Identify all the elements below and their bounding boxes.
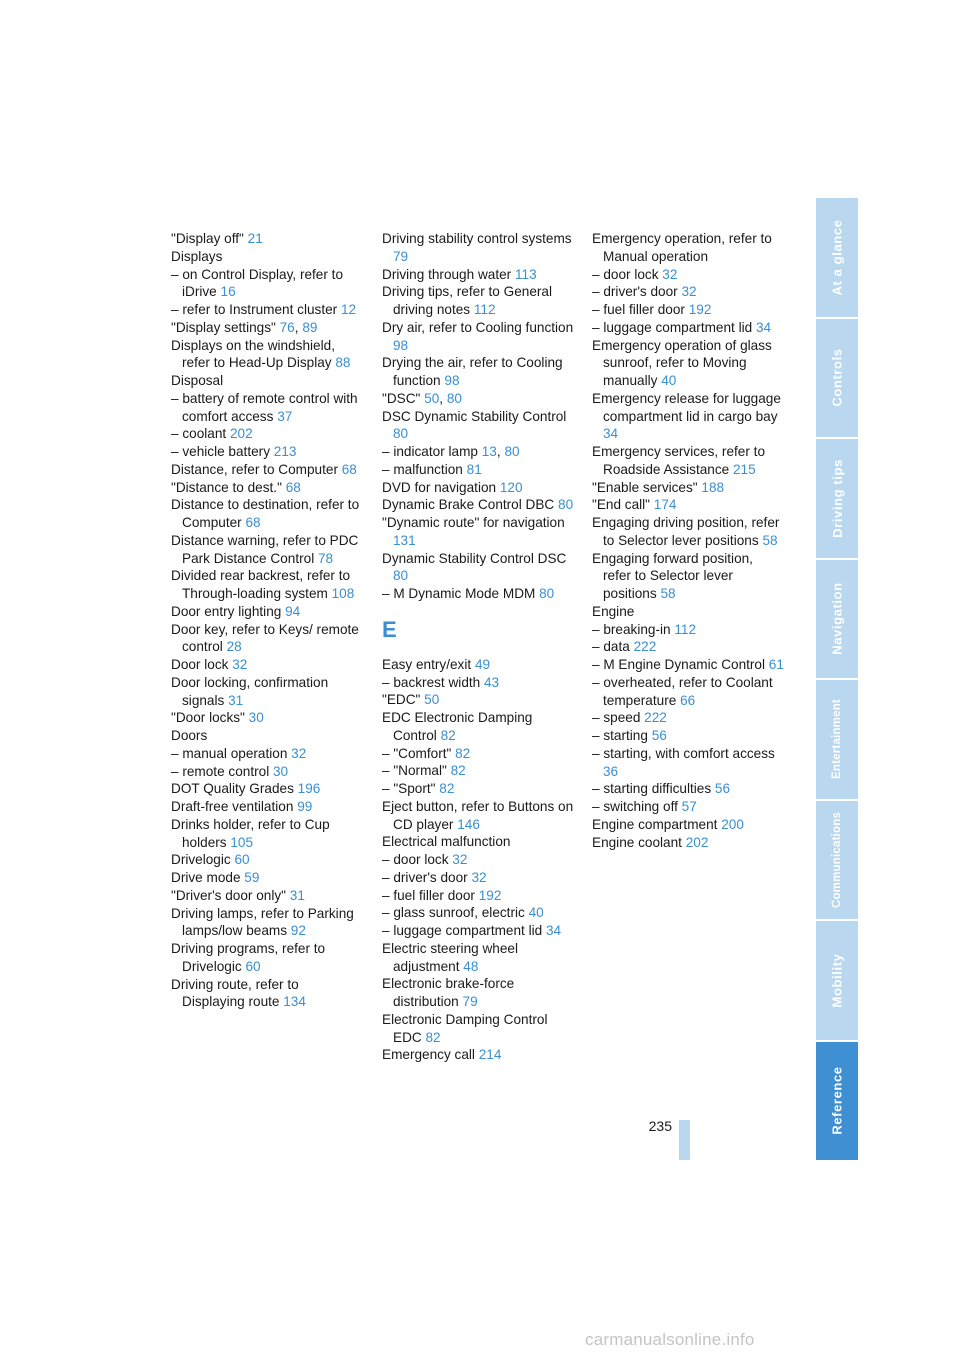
index-entry [171, 976, 363, 1012]
index-entry [382, 869, 574, 887]
index-entry [382, 904, 574, 922]
index-entry-term: – manual operation [171, 745, 292, 761]
page-reference-link[interactable]: 30 [248, 710, 264, 726]
page-reference-link[interactable]: 21 [247, 231, 263, 246]
index-entry [382, 1046, 574, 1064]
page-reference-link[interactable]: 78 [318, 550, 334, 566]
index-entry [592, 390, 784, 443]
page-reference-link[interactable]: 50 [424, 692, 440, 708]
index-entry-term: Draft-free ventilation [171, 799, 298, 814]
index-entry [382, 833, 574, 851]
page-reference-link[interactable]: 188 [701, 479, 725, 495]
page-reference-link[interactable]: 113 [514, 266, 537, 282]
index-entry-term: Door entry lighting [171, 603, 286, 619]
index-entry [171, 745, 363, 763]
index-entry [171, 461, 363, 479]
page-reference-link[interactable]: 32 [452, 852, 468, 867]
page-reference-link[interactable]: 82 [439, 781, 455, 796]
index-letter-heading: E [382, 616, 397, 642]
page-reference-link[interactable]: 80 [504, 444, 520, 459]
index-entry-term: Electrical malfunction [382, 834, 511, 850]
index-entry [382, 691, 574, 709]
index-entry-term: Engaging driving position, refer to Selector lever positions [592, 515, 780, 548]
page-reference-link[interactable]: 202 [685, 834, 709, 850]
section-tab-label: Controls [829, 348, 845, 407]
index-entry-term: – door lock [382, 852, 453, 867]
page-reference-link[interactable]: 146 [457, 816, 480, 832]
page-reference-link[interactable]: 61 [768, 657, 784, 672]
page-reference-link[interactable]: 32 [471, 869, 487, 885]
page-reference-link[interactable]: 82 [450, 763, 466, 779]
index-entry [382, 656, 574, 674]
index-entry [382, 851, 574, 869]
section-tab-navigation[interactable] [816, 560, 858, 681]
page-reference-link[interactable]: 60 [234, 852, 250, 868]
index-entry [592, 301, 784, 319]
index-entry-term: EDC Electronic Damping Control [382, 710, 533, 743]
index-entry [382, 745, 574, 763]
page-reference-link[interactable]: 31 [228, 692, 244, 708]
index-entry [171, 656, 363, 674]
index-entry [382, 319, 574, 355]
index-entry-term: Driving through water [382, 266, 515, 282]
index-entry [592, 283, 784, 301]
index-entry-term: Emergency operation, refer to Manual operation [592, 231, 772, 264]
index-entry [382, 514, 574, 550]
page-reference-link[interactable]: 34 [755, 319, 772, 335]
page-reference-link[interactable]: 40 [528, 905, 544, 921]
page-reference-link[interactable]: 37 [277, 408, 293, 424]
index-entry-term: Distance warning, refer to PDC Park Distance Control [171, 532, 359, 566]
index-entry [382, 975, 574, 1011]
section-tab-reference[interactable] [816, 1042, 858, 1161]
index-entry [592, 337, 784, 390]
page-reference-link[interactable]: 98 [444, 373, 460, 388]
page-reference-link[interactable]: 174 [653, 497, 677, 513]
page-reference-link[interactable]: 222 [633, 639, 657, 655]
page-reference-link[interactable]: 82 [440, 727, 456, 743]
index-entry-term: "DSC" [382, 390, 425, 406]
page-reference-link[interactable]: 120 [499, 479, 523, 495]
page-ref-separator: , [294, 319, 303, 335]
index-entry [171, 425, 363, 443]
index-entry-term: Door lock [171, 657, 233, 672]
index-entry [382, 1011, 574, 1047]
index-entry-term: "Distance to dest." [171, 479, 286, 495]
section-tab-driving-tips[interactable] [816, 439, 858, 560]
index-entry-term: Emergency services, refer to Roadside Assistance [592, 444, 766, 477]
page-reference-link[interactable]: 112 [473, 302, 496, 317]
index-entry [382, 443, 574, 461]
index-entry-term: – breaking-in [592, 621, 675, 637]
page-reference-link[interactable]: 99 [297, 799, 313, 814]
page-reference-link[interactable]: 59 [244, 870, 260, 885]
page-reference-link[interactable]: 16 [220, 284, 236, 300]
index-entry [171, 496, 363, 532]
index-entry-term: – battery of remote control with comfort access [171, 390, 358, 424]
index-entry [382, 408, 574, 444]
page-reference-link[interactable]: 48 [463, 958, 479, 974]
page-reference-link[interactable]: 222 [644, 710, 667, 726]
index-entry [171, 851, 363, 869]
page-reference-link[interactable]: 215 [732, 461, 756, 477]
page-reference-link[interactable]: 98 [393, 337, 409, 353]
index-entry-term: – "Sport" [382, 781, 440, 796]
index-entry-term: – driver's door [382, 869, 472, 885]
index-entry [171, 248, 363, 266]
page-reference-link[interactable]: 80 [393, 426, 409, 442]
page-reference-link[interactable]: 108 [331, 586, 355, 601]
index-entry-term: "Display settings" [171, 319, 280, 335]
index-entry [382, 354, 574, 390]
index-entry [171, 230, 363, 248]
section-tab-communications[interactable] [816, 801, 858, 922]
page-reference-link[interactable]: 32 [662, 266, 678, 282]
index-entry [592, 727, 784, 745]
page-reference-link[interactable]: 28 [226, 639, 242, 655]
index-entry-term: "Enable services" [592, 479, 702, 495]
page-reference-link[interactable]: 192 [688, 302, 712, 317]
index-entry [382, 479, 574, 497]
index-entry-term: – driver's door [592, 284, 682, 300]
index-entry [382, 550, 574, 586]
page-reference-link[interactable]: 196 [297, 781, 321, 797]
page-reference-link[interactable]: 32 [291, 745, 307, 761]
index-entry-term: – indicator lamp [382, 444, 482, 459]
page-reference-link[interactable]: 66 [680, 692, 696, 708]
page-reference-link[interactable]: 34 [603, 426, 619, 442]
index-entry-term: Drinks holder, refer to Cup holders [171, 816, 330, 850]
page-reference-link[interactable]: 50 [424, 390, 440, 406]
page-reference-link[interactable]: 88 [335, 355, 351, 371]
index-entry [592, 443, 784, 479]
index-entry-term: Disposal [171, 373, 224, 388]
index-entry-term: Driving stability control systems [382, 231, 572, 246]
index-entry [592, 319, 784, 337]
page-reference-link[interactable]: 214 [478, 1047, 502, 1063]
index-entry [592, 496, 784, 514]
page-reference-link[interactable]: 68 [245, 515, 261, 530]
page-reference-link[interactable]: 30 [273, 763, 289, 779]
index-entry [592, 621, 784, 639]
index-entry-term: – fuel filler door [592, 302, 689, 317]
page-reference-link[interactable]: 56 [651, 728, 667, 743]
index-entry-term: Emergency operation of glass sunroof, refer to Moving manually [592, 337, 772, 388]
index-entry [171, 479, 363, 497]
page-reference-link[interactable]: 32 [681, 284, 697, 300]
page-ref-separator: , [496, 444, 505, 459]
page-number-bar [679, 1120, 690, 1160]
page-reference-link[interactable]: 68 [341, 461, 357, 477]
index-entry-term: Door locking, confirmation signals [171, 674, 329, 708]
index-column-1 [171, 230, 363, 1011]
section-tab-label: Communications [831, 811, 843, 908]
index-entry-term: – fuel filler door [382, 887, 479, 903]
page-reference-link[interactable]: 89 [302, 319, 318, 335]
index-entry [592, 230, 784, 266]
index-entry-term: Electric steering wheel adjustment [382, 940, 518, 974]
index-entry [171, 266, 363, 302]
index-entry-term: "EDC" [382, 692, 425, 708]
index-entry [171, 390, 363, 426]
index-entry [382, 390, 574, 408]
index-entry [171, 532, 363, 568]
page-reference-link[interactable]: 57 [681, 799, 697, 814]
section-tab-label: At a glance [829, 219, 845, 296]
index-entry-term: Doors [171, 728, 208, 743]
page-reference-link[interactable]: 105 [230, 834, 254, 850]
index-entry-term: – "Normal" [382, 763, 451, 779]
index-entry-term: Engine compartment [592, 816, 722, 832]
section-tab-label: Reference [829, 1066, 845, 1135]
index-entry [171, 621, 363, 657]
index-entry [171, 709, 363, 727]
index-entry [382, 266, 574, 284]
index-entry [171, 940, 363, 976]
page-reference-link[interactable]: 79 [462, 994, 478, 1009]
index-entry [171, 816, 363, 852]
section-tab-label: Driving tips [829, 458, 845, 538]
index-entry-term: Drying the air, refer to Cooling function [382, 355, 563, 388]
page-reference-link[interactable]: 68 [285, 479, 301, 495]
index-entry-term: "Driver's door only" [171, 887, 290, 903]
page-reference-link[interactable]: 13 [481, 444, 497, 459]
index-entry [592, 816, 784, 834]
watermark: carmanualsonline.info [585, 1330, 755, 1349]
index-entry [382, 230, 574, 266]
page-reference-link[interactable]: 82 [425, 1029, 441, 1045]
index-entry [382, 674, 574, 692]
index-entry [592, 603, 784, 621]
page-reference-link[interactable]: 58 [660, 586, 676, 601]
page-reference-link[interactable]: 32 [232, 657, 248, 672]
index-entry-term: Driving lamps, refer to Parking lamps/low beams [171, 905, 354, 939]
section-tab-entertainment[interactable] [816, 680, 858, 801]
index-entry-term: Drivelogic [171, 852, 235, 868]
page-reference-link[interactable]: 60 [245, 958, 261, 974]
index-entry [171, 337, 363, 373]
page-reference-link[interactable]: 131 [393, 532, 416, 548]
page-reference-link[interactable]: 81 [466, 461, 482, 477]
index-entry-term: Electronic brake-force distribution [382, 976, 515, 1009]
page-reference-link[interactable]: 134 [283, 994, 306, 1010]
index-entry-term: – luggage compartment lid [382, 923, 546, 938]
index-entry-term: – coolant [171, 426, 230, 442]
index-entry-term: – starting [592, 728, 652, 743]
index-entry-term: Emergency call [382, 1047, 479, 1063]
index-column-2 [382, 230, 574, 1064]
index-entry-term: – M Dynamic Mode MDM [382, 586, 540, 601]
page-reference-link[interactable]: 192 [478, 887, 502, 903]
index-entry [592, 798, 784, 816]
index-entry [592, 550, 784, 603]
page-reference-link[interactable]: 200 [721, 816, 744, 832]
index-entry-term: – on Control Display, refer to iDrive [171, 266, 344, 300]
index-entry [592, 266, 784, 284]
page-number: 235 [648, 1118, 672, 1134]
index-entry [171, 674, 363, 710]
index-entry-term: – vehicle battery [171, 444, 274, 459]
index-entry-term: Emergency release for luggage compartment lid in cargo bay [592, 390, 781, 424]
index-entry-term: Electronic Damping Control EDC [382, 1011, 548, 1045]
index-column-3 [592, 230, 784, 851]
page-reference-link[interactable]: 112 [674, 621, 697, 637]
page-reference-link[interactable]: 80 [446, 390, 462, 406]
index-entry-term: DVD for navigation [382, 479, 500, 495]
page-reference-link[interactable]: 58 [762, 532, 778, 548]
index-entry [382, 922, 574, 940]
index-entry [382, 709, 574, 745]
index-entry-term: – overheated, refer to Coolant temperature [592, 674, 773, 708]
index-entry [171, 372, 363, 390]
index-entry [171, 443, 363, 461]
index-entry [171, 780, 363, 798]
index-entry [592, 780, 784, 798]
index-entry [171, 905, 363, 941]
index-entry-term: Divided rear backrest, refer to Through-loading system [171, 568, 351, 601]
page-reference-link[interactable]: 202 [229, 426, 253, 442]
page-reference-link[interactable]: 76 [279, 319, 295, 335]
section-tab-label: Navigation [829, 582, 845, 655]
index-entry [382, 496, 574, 514]
index-entry-term: DSC Dynamic Stability Control [382, 408, 567, 424]
index-entry-term: Displays on the windshield, refer to Head-Up Display [171, 337, 336, 371]
index-entry [171, 798, 363, 816]
index-entry-term: Distance to destination, refer to Computer [171, 497, 360, 530]
page-reference-link[interactable]: 80 [393, 568, 409, 584]
index-entry [171, 319, 363, 337]
index-entry-term: Distance, refer to Computer [171, 461, 342, 477]
index-entry-term: "Door locks" [171, 710, 249, 726]
page-reference-link[interactable]: 40 [661, 373, 677, 388]
index-entry-term: Driving programs, refer to Drivelogic [171, 941, 326, 974]
section-tab-at-a-glance[interactable] [816, 198, 858, 319]
page-reference-link[interactable]: 80 [539, 586, 555, 601]
index-entry [171, 763, 363, 781]
page-reference-link[interactable]: 12 [341, 302, 357, 317]
page-reference-link[interactable]: 213 [273, 444, 297, 459]
index-entry [171, 887, 363, 905]
index-entry [592, 709, 784, 727]
index-entry-term: Engaging forward position, refer to Selector lever positions [592, 550, 753, 601]
index-entry-term: – starting, with comfort access [592, 745, 775, 761]
index-entry-term: – speed [592, 710, 645, 726]
index-entry [592, 638, 784, 656]
page-reference-link[interactable]: 43 [484, 674, 500, 690]
index-entry-term: Dynamic Brake Control DBC [382, 497, 559, 513]
index-entry-term: "Display off" [171, 231, 248, 246]
section-tabs [816, 198, 858, 1160]
index-entry-term: Engine [592, 603, 635, 619]
index-entry-term: Engine coolant [592, 834, 686, 850]
page-reference-link[interactable]: 94 [285, 603, 301, 619]
index-entry [592, 656, 784, 674]
index-entry-term: – remote control [171, 763, 273, 779]
index-entry [171, 727, 363, 745]
index-entry [382, 780, 574, 798]
index-entry-term: – data [592, 639, 634, 655]
index-entry-term: – M Engine Dynamic Control [592, 657, 769, 672]
section-tab-mobility[interactable] [816, 921, 858, 1042]
index-entry-term: "End call" [592, 497, 654, 513]
index-entry-term: Displays [171, 248, 223, 264]
index-entry-term: – backrest width [382, 674, 484, 690]
index-entry [382, 283, 574, 319]
index-entry [171, 869, 363, 887]
index-entry-term: "Dynamic route" for navigation [382, 515, 565, 530]
index-entry [592, 479, 784, 497]
index-entry [592, 745, 784, 781]
page-reference-link[interactable]: 56 [714, 781, 731, 797]
index-entry-term: – "Comfort" [382, 745, 456, 761]
index-entry-term: – door lock [592, 266, 663, 282]
index-entry-term: DOT Quality Grades [171, 781, 298, 797]
page-ref-separator: , [439, 390, 447, 406]
index-entry [171, 301, 363, 319]
index-entry [382, 887, 574, 905]
page-reference-link[interactable]: 80 [558, 497, 574, 513]
index-entry-term: Easy entry/exit [382, 656, 475, 672]
index-entry-term: Drive mode [171, 870, 245, 885]
index-entry-term: – glass sunroof, electric [382, 905, 529, 921]
index-entry [592, 674, 784, 710]
index-entry [171, 603, 363, 621]
index-entry-term: – luggage compartment lid [592, 319, 756, 335]
page-reference-link[interactable]: 82 [455, 745, 471, 761]
index-entry-term: – starting difficulties [592, 781, 715, 797]
index-entry-term: Driving route, refer to Displaying route [171, 976, 299, 1010]
index-entry [592, 514, 784, 550]
index-entry [382, 461, 574, 479]
section-tab-label: Entertainment [831, 699, 844, 780]
index-entry [382, 940, 574, 976]
index-entry-term: Door key, refer to Keys/ remote control [171, 621, 359, 655]
index-entry-term: – refer to Instrument cluster [171, 302, 341, 317]
section-tab-controls[interactable] [816, 319, 858, 440]
page-reference-link[interactable]: 92 [290, 923, 306, 939]
page-reference-link[interactable]: 36 [603, 763, 619, 779]
index-entry [382, 585, 574, 603]
index-entry-term: Dynamic Stability Control DSC [382, 550, 567, 566]
page-reference-link[interactable]: 31 [289, 887, 305, 903]
page-reference-link[interactable]: 49 [474, 656, 491, 672]
index-entry [171, 567, 363, 603]
index-entry-term: – malfunction [382, 461, 467, 477]
index-entry [382, 798, 574, 834]
page-reference-link[interactable]: 79 [393, 248, 409, 264]
index-entry-term: – switching off [592, 799, 682, 814]
index-entry-term: Dry air, refer to Cooling function [382, 319, 574, 335]
index-entry [382, 762, 574, 780]
index-entry-term: Eject button, refer to Buttons on CD player [382, 798, 574, 832]
index-entry-term: Driving tips, refer to General driving notes [382, 284, 552, 317]
page-reference-link[interactable]: 34 [545, 923, 562, 938]
section-tab-label: Mobility [829, 953, 845, 1008]
index-entry [592, 834, 784, 852]
